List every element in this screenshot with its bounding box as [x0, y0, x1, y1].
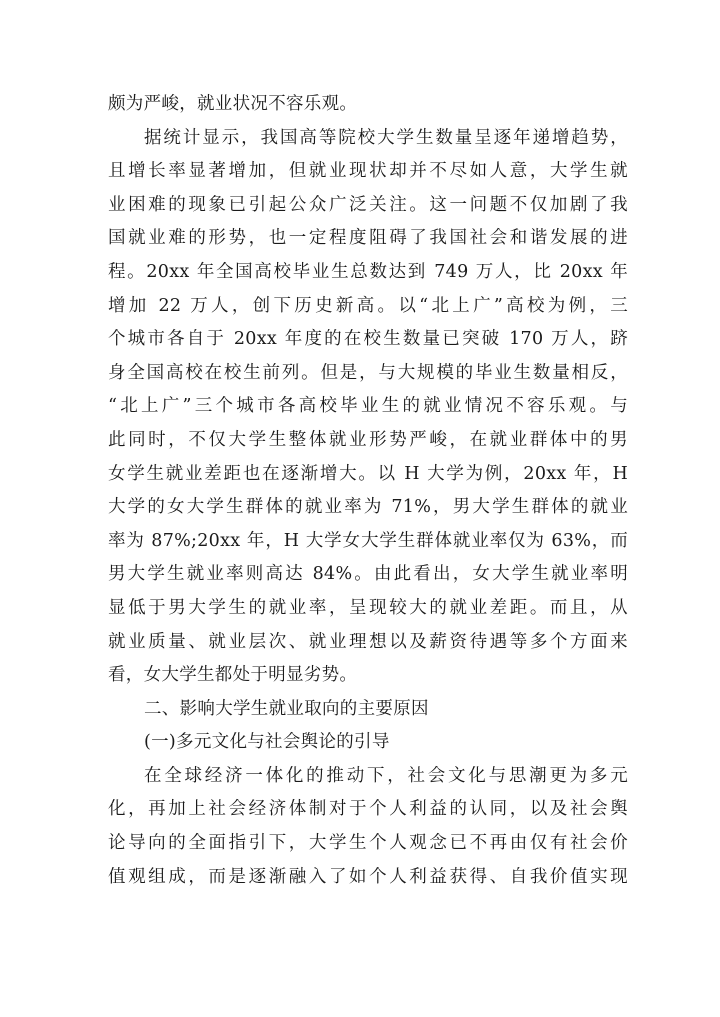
- text-line-17: 就业质量、就业层次、就业理想以及薪资待遇等多个方面来: [108, 631, 628, 652]
- text-line-18: 看，女大学生都处于明显劣势。: [108, 665, 358, 686]
- text-line-10: “北上广”三个城市各高校毕业生的就业情况不容乐观。与: [108, 396, 628, 417]
- text-line-15: 男大学生就业率则高达 84%。由此看出，女大学生就业率明: [108, 564, 628, 585]
- text-line-23: 论导向的全面指引下，大学生个人观念已不再由仅有社会价: [108, 833, 628, 854]
- text-line-9: 身全国高校在校生前列。但是，与大规模的毕业生数量相反，: [108, 362, 628, 383]
- text-line-7: 增加 22 万人，创下历史新高。以“北上广”高校为例，三: [108, 295, 628, 316]
- text-line-4: 业困难的现象已引起公众广泛关注。这一问题不仅加剧了我: [108, 194, 628, 215]
- text-line-12: 女学生就业差距也在逐渐增大。以 H 大学为例，20xx 年，H: [108, 463, 628, 484]
- document-body: [108, 88, 628, 894]
- text-line-6: 程。20xx 年全国高校毕业生总数达到 749 万人，比 20xx 年: [108, 261, 628, 282]
- text-line-2: 据统计显示，我国高等院校大学生数量呈逐年递增趋势，: [144, 127, 628, 148]
- text-line-14: 率为 87%;20xx 年，H 大学女大学生群体就业率仅为 63%，而: [108, 530, 628, 551]
- text-line-5: 国就业难的形势，也一定程度阻碍了我国社会和谐发展的进: [108, 228, 628, 249]
- text-line-8: 个城市各自于 20xx 年度的在校生数量已突破 170 万人，跻: [108, 329, 628, 350]
- text-line-13: 大学的女大学生群体的就业率为 71%，男大学生群体的就业: [108, 497, 628, 518]
- text-line-21: 在全球经济一体化的推动下，社会文化与思潮更为多元: [144, 765, 628, 786]
- text-line-22: 化，再加上社会经济体制对于个人利益的认同，以及社会舆: [108, 799, 628, 820]
- section-heading: 二、影响大学生就业取向的主要原因: [144, 698, 429, 719]
- text-line-3: 且增长率显著增加，但就业现状却并不尽如人意，大学生就: [108, 161, 628, 182]
- text-line-11: 此同时，不仅大学生整体就业形势严峻，在就业群体中的男: [108, 429, 628, 450]
- text-line-1: 颇为严峻，就业状况不容乐观。: [108, 94, 358, 114]
- text-line-16: 显低于男大学生的就业率，呈现较大的就业差距。而且，从: [108, 597, 628, 618]
- subsection-heading: (一)多元文化与社会舆论的引导: [144, 732, 390, 753]
- text-line-24: 值观组成，而是逐渐融入了如个人利益获得、自我价值实现: [108, 866, 628, 887]
